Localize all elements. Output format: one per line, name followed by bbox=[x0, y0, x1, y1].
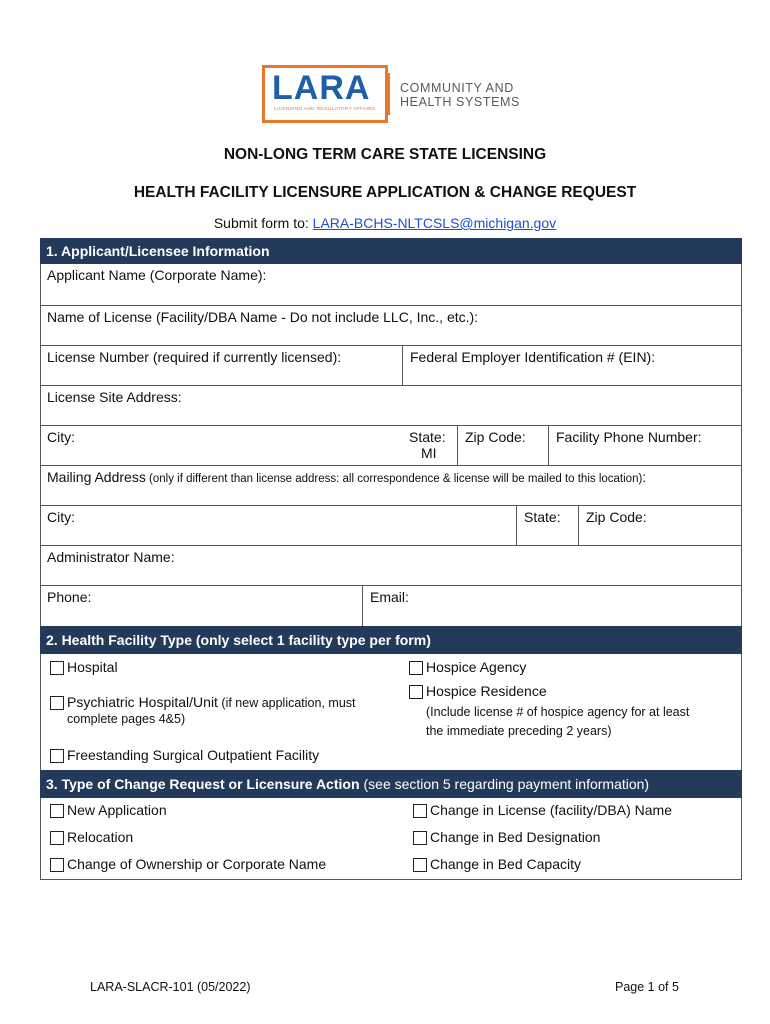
hospice-residence-label: Hospice Residence bbox=[426, 683, 547, 699]
option-relocation[interactable] bbox=[50, 829, 133, 845]
section3-title: 3. Type of Change Request or Licensure Action bbox=[46, 776, 360, 792]
applicant-name-row[interactable] bbox=[40, 264, 742, 306]
hospice-note-line2: the immediate preceding 2 years) bbox=[426, 724, 612, 738]
change-bed-capacity-checkbox[interactable] bbox=[413, 858, 427, 872]
logo-side-line1: COMMUNITY AND bbox=[400, 81, 514, 95]
contact-row bbox=[40, 586, 742, 626]
logo-divider bbox=[388, 73, 390, 115]
section3-title-note: (see section 5 regarding payment information) bbox=[363, 776, 650, 792]
option-hospice-agency[interactable] bbox=[409, 659, 526, 675]
hospital-checkbox[interactable] bbox=[50, 661, 64, 675]
logo-side-text bbox=[400, 81, 520, 109]
state-field[interactable] bbox=[402, 426, 458, 465]
administrator-row[interactable] bbox=[40, 546, 742, 586]
page-subtitle: HEALTH FACILITY LICENSURE APPLICATION & CHANGE REQUEST bbox=[133, 184, 637, 201]
site-address-field[interactable]: License Site Address: bbox=[47, 389, 182, 405]
facility-phone-field[interactable]: Facility Phone Number: bbox=[548, 426, 742, 465]
option-freestanding[interactable] bbox=[50, 747, 319, 763]
license-number-row bbox=[40, 346, 742, 386]
relocation-label: Relocation bbox=[67, 829, 134, 845]
mailing-zip-field[interactable]: Zip Code: bbox=[578, 506, 742, 545]
new-application-label: New Application bbox=[67, 802, 167, 818]
option-new-application[interactable] bbox=[50, 802, 167, 818]
state-value: MI bbox=[421, 445, 437, 461]
freestanding-label: Freestanding Surgical Outpatient Facility bbox=[67, 747, 320, 763]
freestanding-checkbox[interactable] bbox=[50, 749, 64, 763]
administrator-field[interactable]: Administrator Name: bbox=[47, 549, 175, 565]
submit-label: Submit form to: bbox=[213, 215, 313, 231]
section3-header bbox=[40, 770, 742, 798]
form-id: LARA-SLACR-101 (05/2022) bbox=[90, 980, 251, 994]
psychiatric-checkbox[interactable] bbox=[50, 696, 64, 710]
option-change-bed-designation[interactable] bbox=[413, 829, 600, 845]
mailing-address-row[interactable] bbox=[40, 466, 742, 506]
mailing-city-field[interactable]: City: bbox=[47, 509, 75, 525]
relocation-checkbox[interactable] bbox=[50, 831, 64, 845]
section2-header bbox=[40, 626, 742, 654]
state-label: State: bbox=[409, 429, 446, 445]
city-field[interactable]: City: bbox=[47, 429, 75, 445]
page-number: Page 1 of 5 bbox=[615, 980, 679, 994]
option-change-bed-capacity[interactable] bbox=[413, 856, 581, 872]
option-hospice-residence[interactable] bbox=[409, 683, 547, 699]
hospital-label: Hospital bbox=[67, 659, 118, 675]
logo-side-line2: HEALTH SYSTEMS bbox=[400, 95, 520, 109]
ein-field[interactable]: Federal Employer Identification # (EIN): bbox=[402, 346, 742, 385]
hospice-residence-checkbox[interactable] bbox=[409, 685, 423, 699]
section1-title: 1. Applicant/Licensee Information bbox=[46, 243, 270, 259]
mailing-address-note: (only if different than license address: all correspondence & license will be mailed to this location) bbox=[145, 473, 643, 485]
change-ownership-label: Change of Ownership or Corporate Name bbox=[67, 856, 327, 872]
email-field[interactable]: Email: bbox=[362, 586, 742, 626]
site-city-row bbox=[40, 426, 742, 466]
psychiatric-note2: complete pages 4&5) bbox=[67, 712, 186, 726]
license-name-field[interactable]: Name of License (Facility/DBA Name - Do not include LLC, Inc., etc.): bbox=[47, 309, 479, 325]
change-license-name-label: Change in License (facility/DBA) Name bbox=[430, 802, 672, 818]
mailing-address-colon: : bbox=[642, 469, 647, 485]
zip-field[interactable]: Zip Code: bbox=[457, 426, 548, 465]
logo-wordmark: LARA bbox=[272, 69, 371, 107]
mailing-address-label: Mailing Address bbox=[47, 469, 146, 485]
lara-logo bbox=[262, 65, 522, 125]
change-bed-designation-label: Change in Bed Designation bbox=[430, 829, 601, 845]
hospice-agency-checkbox[interactable] bbox=[409, 661, 423, 675]
license-name-row[interactable] bbox=[40, 306, 742, 346]
mailing-address-field[interactable] bbox=[40, 466, 742, 505]
change-bed-capacity-label: Change in Bed Capacity bbox=[430, 856, 581, 872]
mailing-city-row bbox=[40, 506, 742, 546]
submit-line bbox=[0, 215, 770, 231]
change-ownership-checkbox[interactable] bbox=[50, 858, 64, 872]
change-bed-designation-checkbox[interactable] bbox=[413, 831, 427, 845]
hospice-agency-label: Hospice Agency bbox=[426, 659, 527, 675]
page-title: NON-LONG TERM CARE STATE LICENSING bbox=[223, 146, 547, 163]
site-address-row[interactable] bbox=[40, 386, 742, 426]
option-hospital[interactable] bbox=[50, 659, 118, 675]
option-psychiatric[interactable] bbox=[50, 694, 356, 729]
option-change-license-name[interactable] bbox=[413, 802, 672, 818]
hospice-note bbox=[426, 703, 689, 741]
phone-field[interactable]: Phone: bbox=[47, 589, 92, 605]
section1-header bbox=[40, 238, 742, 264]
license-number-field[interactable]: License Number (required if currently licensed): bbox=[47, 349, 342, 365]
submit-email-link[interactable]: LARA-BCHS-NLTCSLS@michigan.gov bbox=[312, 215, 557, 231]
new-application-checkbox[interactable] bbox=[50, 804, 64, 818]
change-license-name-checkbox[interactable] bbox=[413, 804, 427, 818]
logo-tagline: LICENSING AND REGULATORY AFFAIRS bbox=[274, 107, 376, 112]
section2-title: 2. Health Facility Type (only select 1 facility type per form) bbox=[46, 632, 431, 648]
hospice-note-line1: (Include license # of hospice agency for at least bbox=[426, 705, 690, 719]
option-change-ownership[interactable] bbox=[50, 856, 326, 872]
psychiatric-label: Psychiatric Hospital/Unit bbox=[67, 694, 218, 710]
psychiatric-note1: (if new application, must bbox=[217, 696, 356, 710]
mailing-state-field[interactable]: State: bbox=[516, 506, 578, 545]
applicant-name-field[interactable]: Applicant Name (Corporate Name): bbox=[47, 267, 267, 283]
